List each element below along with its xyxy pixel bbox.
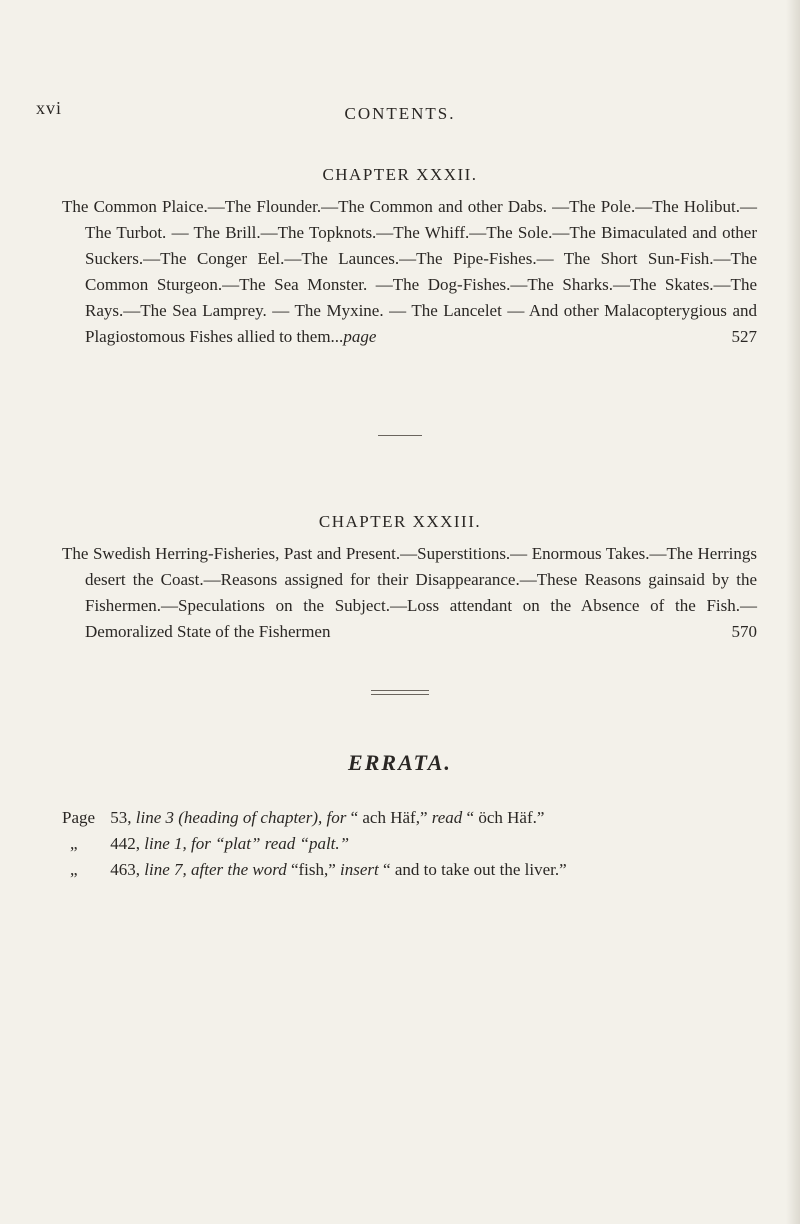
- errata-read: insert: [340, 860, 379, 879]
- errata-right: “ and to take out the liver.”: [383, 860, 567, 879]
- errata-item: [62, 806, 762, 830]
- chapter-heading: CHAPTER XXXII.: [322, 165, 478, 184]
- errata-title: ERRATA.: [348, 750, 452, 775]
- errata-wrong: “fish,”: [290, 860, 336, 879]
- errata-number: 442,: [110, 834, 140, 853]
- errata-number: 463,: [110, 860, 140, 879]
- running-head: CONTENTS.: [344, 104, 456, 123]
- errata-right: “palt.”: [299, 834, 350, 853]
- errata-read: read: [264, 834, 296, 853]
- page-number: xvi: [36, 98, 63, 118]
- errata-context: after the word: [191, 860, 287, 879]
- errata-item: [62, 858, 762, 882]
- errata-ref: „: [70, 860, 78, 879]
- page-label: page: [343, 327, 377, 346]
- errata-for: for: [191, 834, 211, 853]
- chapter-summary: [62, 194, 757, 350]
- errata-ref: Page: [62, 808, 96, 827]
- section-divider: [378, 435, 422, 436]
- errata-right: “ öch Häf.”: [466, 808, 545, 827]
- errata-ref: „: [70, 834, 78, 853]
- summary-text: The Swedish Herring-Fisheries, Past and Present.—Superstitions.— Enormous Takes.—The Herrings desert the Coast.—Reasons assigned for their Disappearance.—These Reasons gainsaid by the Fishermen.—Speculations on the Subject.—Loss attendant on the Absence of the Fish.—Demoralized State of the Fishermen: [62, 544, 757, 641]
- errata-for: for: [326, 808, 347, 827]
- summary-text: The Common Plaice.—The Flounder.—The Common and other Dabs. —The Pole.—The Holibut.— The Turbot. — The Brill.—The Topknots.—The Whiff.—The Sole.—The Bimaculated and other Suckers.—The Conger Eel.—The Launces.—The Pipe-Fishes.— The Short Sun-Fish.—The Common Sturgeon.—The Sea Monster. —The Dog-Fishes.—The Sharks.—The Skates.—The Rays.—The Sea Lamprey. — The Myxine. — The Lancelet — And other Malacopterygious and Plagiostomous Fishes allied to them...: [62, 197, 757, 346]
- errata-line: line 7,: [144, 860, 187, 879]
- page-reference: 570: [731, 622, 757, 641]
- chapter-heading: CHAPTER XXXIII.: [318, 512, 482, 531]
- errata-wrong: “plat”: [215, 834, 261, 853]
- errata-read: read: [431, 808, 463, 827]
- errata-item: [62, 832, 762, 856]
- errata-line: line 3: [135, 808, 174, 827]
- errata-line: line 1,: [144, 834, 187, 853]
- section-divider: [371, 690, 429, 695]
- chapter-summary: [62, 541, 757, 645]
- errata-wrong: “ ach Häf,”: [350, 808, 428, 827]
- errata-context: (heading of chapter),: [178, 808, 323, 827]
- page-reference: 527: [731, 327, 757, 346]
- errata-number: 53,: [110, 808, 132, 827]
